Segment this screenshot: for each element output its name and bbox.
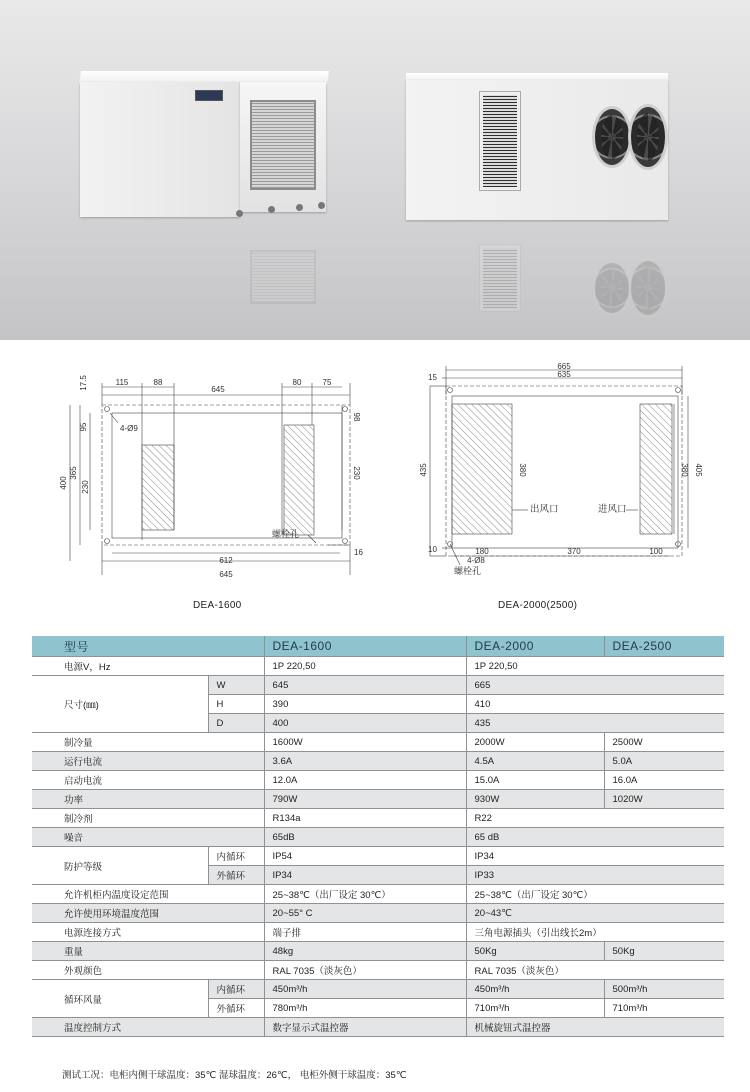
table-row (32, 752, 724, 771)
dim-370: 370 (567, 547, 581, 556)
cell-value: RAL 7035（淡灰色） (264, 961, 466, 980)
sub-label: H (208, 695, 264, 714)
caption-dea1600: DEA-1600 (193, 600, 242, 611)
cell-value: 50Kg (604, 942, 724, 961)
table-row (32, 847, 724, 866)
dim-380-right: 380 (680, 463, 689, 477)
fan-right-icon (628, 104, 668, 170)
row-label: 温度控制方式 (32, 1018, 264, 1037)
cell-value: 2500W (604, 733, 724, 752)
table-row (32, 733, 724, 752)
dim-hole: 4-Ø9 (120, 424, 138, 433)
cell-value: RAL 7035（淡灰色） (466, 961, 724, 980)
sub-label: 内循环 (208, 980, 264, 999)
cell-value: 410 (466, 695, 724, 714)
dim-80: 80 (292, 378, 302, 387)
cell-value: 15.0A (466, 771, 604, 790)
product-photo (0, 0, 750, 340)
dim-10: 10 (428, 545, 437, 554)
cell-value: 三角电源插头（引出线长2m） (466, 923, 724, 942)
header-model: 型号 (32, 636, 264, 657)
dea1600-dimension-svg (50, 365, 370, 590)
table-row (32, 676, 724, 695)
table-row (32, 961, 724, 980)
cell-value: 710m³/h (466, 999, 604, 1018)
dim-180: 180 (475, 547, 489, 556)
cell-value: 2000W (466, 733, 604, 752)
cell-value: IP34 (264, 866, 466, 885)
dim-17-5: 17.5 (79, 375, 88, 391)
cell-value: 4.5A (466, 752, 604, 771)
inlet-label: 进风口 (598, 504, 627, 515)
cell-value: 930W (466, 790, 604, 809)
cell-value: IP34 (466, 847, 724, 866)
sub-label: 外循环 (208, 866, 264, 885)
row-label: 制冷量 (32, 733, 264, 752)
caption-dea2000: DEA-2000(2500) (498, 600, 578, 611)
row-label: 噪音 (32, 828, 264, 847)
table-row (32, 790, 724, 809)
cell-value: R22 (466, 809, 724, 828)
cell-value: 48kg (264, 942, 466, 961)
dim-435: 435 (419, 463, 428, 477)
cell-value: 12.0A (264, 771, 466, 790)
cell-value: 25~38℃（出厂设定 30℃） (264, 885, 466, 904)
sub-label: W (208, 676, 264, 695)
table-row (32, 771, 724, 790)
cell-value: 790W (264, 790, 466, 809)
dim-100: 100 (649, 547, 663, 556)
dim-645-bottom: 645 (219, 570, 233, 579)
table-row (32, 809, 724, 828)
table-row (32, 1018, 724, 1037)
table-row (32, 942, 724, 961)
cell-value: 390 (264, 695, 466, 714)
dim-645-top: 645 (211, 385, 225, 394)
sub-label: 内循环 (208, 847, 264, 866)
row-label: 重量 (32, 942, 264, 961)
dim-230-right: 230 (352, 466, 361, 480)
cell-value: 780m³/h (264, 999, 466, 1018)
cell-value: 1600W (264, 733, 466, 752)
dim-400: 400 (59, 476, 68, 490)
right-unit-reflection (480, 245, 520, 311)
cell-value: 1020W (604, 790, 724, 809)
dim-115: 115 (115, 378, 129, 387)
fan-reflection (592, 260, 632, 316)
cell-value: 435 (466, 714, 724, 733)
left-unit (80, 82, 240, 217)
cell-value: 1P 220,50 (466, 657, 724, 676)
row-label: 电源连接方式 (32, 923, 264, 942)
dim-16: 16 (354, 548, 363, 557)
dim-635: 635 (557, 370, 571, 379)
drawing-dea2000 (420, 360, 720, 585)
cell-value: 20~55° C (264, 904, 466, 923)
row-label: 允许机柜内温度设定范围 (32, 885, 264, 904)
dim-665: 665 (557, 362, 571, 371)
dim-75: 75 (322, 378, 332, 387)
row-label: 电源V，Hz (32, 657, 264, 676)
row-label: 功率 (32, 790, 264, 809)
fan-reflection (628, 258, 668, 318)
cell-value: 端子排 (264, 923, 466, 942)
dim-365: 365 (69, 466, 78, 480)
dim-98: 98 (352, 412, 361, 422)
bolt-hole-label: 螺栓孔 (272, 529, 300, 539)
row-label: 外观颜色 (32, 961, 264, 980)
cell-value: 645 (264, 676, 466, 695)
cell-value: R134a (264, 809, 466, 828)
cell-value: 65 dB (466, 828, 724, 847)
dim-612: 612 (219, 556, 233, 565)
table-row (32, 923, 724, 942)
cell-value: IP54 (264, 847, 466, 866)
header-dea2000: DEA-2000 (466, 636, 604, 657)
cell-value: 665 (466, 676, 724, 695)
drawing-dea1600 (50, 365, 370, 590)
left-unit-grille (250, 100, 316, 190)
cell-value: 机械旋钮式温控器 (466, 1018, 724, 1037)
outlet-label: 出风口 (530, 504, 559, 515)
table-row (32, 980, 724, 999)
dim-88: 88 (153, 378, 163, 387)
row-label: 尺寸(㎜) (32, 676, 208, 733)
header-dea1600: DEA-1600 (264, 636, 466, 657)
dim-405: 405 (694, 463, 703, 477)
table-row (32, 828, 724, 847)
cell-value: 数字显示式温控器 (264, 1018, 466, 1037)
row-label: 启动电流 (32, 771, 264, 790)
table-row (32, 885, 724, 904)
mount-foot (268, 206, 275, 213)
cell-value: 710m³/h (604, 999, 724, 1018)
cell-value: 3.6A (264, 752, 466, 771)
header-dea2500: DEA-2500 (604, 636, 724, 657)
row-label: 制冷剂 (32, 809, 264, 828)
temperature-display (195, 90, 223, 101)
fan-left-icon (592, 106, 632, 168)
cell-value: 5.0A (604, 752, 724, 771)
test-condition-note: 测试工况：电柜内侧干球温度：35℃ 湿球温度：26℃， 电柜外侧干球温度：35℃ (62, 1070, 407, 1081)
row-label: 允许使用环境温度范围 (32, 904, 264, 923)
mount-foot (236, 210, 243, 217)
cell-value: 400 (264, 714, 466, 733)
dea2000-dimension-svg (420, 360, 720, 585)
row-label: 运行电流 (32, 752, 264, 771)
cell-value: 450m³/h (264, 980, 466, 999)
dim-hole: 4-Ø8 (467, 556, 485, 565)
cell-value: 20~43℃ (466, 904, 724, 923)
table-row (32, 904, 724, 923)
table-row (32, 657, 724, 676)
sub-label: 外循环 (208, 999, 264, 1018)
cell-value: 500m³/h (604, 980, 724, 999)
table-header-row (32, 636, 724, 657)
dim-15: 15 (428, 373, 437, 382)
spec-table (32, 636, 724, 1037)
cell-value: 1P 220,50 (264, 657, 466, 676)
cell-value: 65dB (264, 828, 466, 847)
dim-380-left: 380 (518, 463, 527, 477)
cell-value: 16.0A (604, 771, 724, 790)
dim-230-left: 230 (81, 480, 90, 494)
cell-value: 50Kg (466, 942, 604, 961)
cell-value: 450m³/h (466, 980, 604, 999)
right-unit-vent (480, 92, 520, 190)
cell-value: IP33 (466, 866, 724, 885)
bolt-hole-label: 螺栓孔 (454, 566, 482, 576)
dim-95: 95 (79, 422, 88, 432)
cell-value: 25~38℃（出厂设定 30℃） (466, 885, 724, 904)
left-unit-reflection (250, 250, 316, 304)
row-label: 循环风量 (32, 980, 208, 1018)
mount-foot (296, 204, 303, 211)
sub-label: D (208, 714, 264, 733)
row-label: 防护等级 (32, 847, 208, 885)
mount-foot (318, 202, 325, 209)
